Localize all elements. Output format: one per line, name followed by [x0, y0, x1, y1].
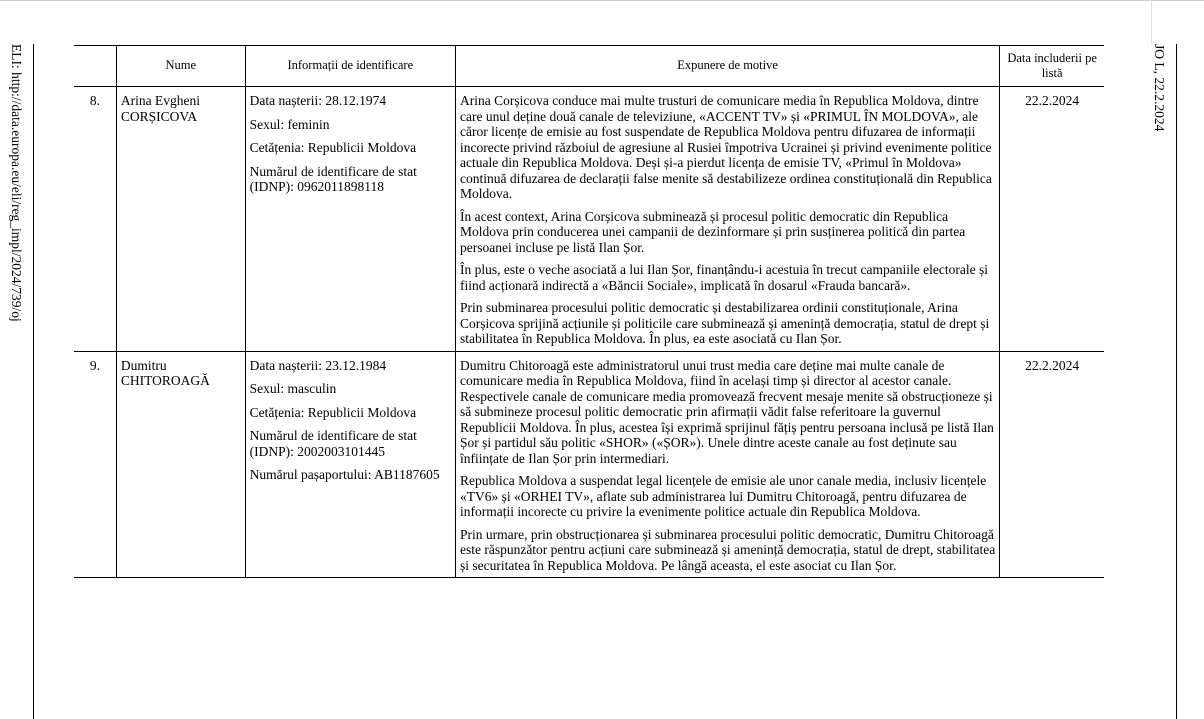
header-identification: Informații de identificare	[245, 46, 455, 87]
citizenship: Cetățenia: Republicii Moldova	[249, 404, 417, 420]
header-reasons: Expunere de motive	[455, 46, 999, 87]
identification-info	[245, 351, 455, 578]
table-row	[74, 87, 1104, 352]
statement-of-reasons	[455, 87, 999, 352]
person-surname: CORȘICOVA	[120, 108, 198, 124]
state-id-number: Numărul de identificare de stat (IDNP): 2002003101445	[249, 428, 417, 459]
eli-reference-text[interactable]: ELI: http://data.europa.eu/eli/reg_impl/2024/739/oj	[9, 44, 24, 322]
statement-of-reasons	[455, 351, 999, 578]
table-row	[74, 351, 1104, 578]
date-listed: 22.2.2024	[1000, 351, 1104, 578]
journal-reference	[1151, 44, 1173, 244]
identification-info	[245, 87, 455, 352]
reason-paragraph: În plus, este o veche asociată a lui Ilan Șor, finanțându-i acestuia în trecut campaniile electorale și fiind acționară indirectă a «Băncii Sociale», implicată în dosarul «Frauda bancară».	[459, 262, 988, 293]
header-name: Nume	[116, 46, 245, 87]
reason-paragraph: Dumitru Chitoroagă este administratorul unui trust media care deține mai multe canale de comunicare media în Republica Moldova, fiind în același timp și director al acestor canale. Respectivele canale de comunicare media promovează frecvent mesaje menite să obstrucționeze și să submineze procesul politic democratic prin afirmații vădit false referitoare la guvernul Republicii Moldova. În plus, acestea își exprimă sprijinul fățiș pentru persoana inclusă pe listă Ilan Șor și partidul său politic «SHOR» («ȘOR»). Unele dintre aceste canale au fost deținute sau înființate de Ilan Șor prin intermediari.	[459, 357, 994, 466]
row-number: 9.	[74, 351, 116, 578]
table-header	[74, 46, 1104, 87]
person-name	[116, 87, 245, 352]
row-number: 8.	[74, 87, 116, 352]
reason-paragraph: Arina Corșicova conduce mai multe trusturi de comunicare media în Republica Moldova, dintre care unul deține două canale de televiziune, «ACCENT TV» și «PRIMUL ÎN MOLDOVA», ale căror licențe de emisie au fost suspendate de Republica Moldova pentru difuzarea de informații incorecte privind războiul de agresiune al Rusiei împotriva Ucrainei și privind evenimente politice actuale din Republica Moldova. Deși și-a pierdut licența de emisie TV, «Primul în Moldova» continuă difuzarea de declarații false menite să destabilizeze ordinea constituțională din Republica Moldova.	[459, 93, 992, 201]
state-id-number: Numărul de identificare de stat (IDNP): 0962011898118	[249, 163, 417, 194]
person-surname: CHITOROAGĂ	[120, 373, 210, 388]
header-date-listed: Data includerii pe listă	[1000, 46, 1104, 87]
birth-date: Data nașterii: 28.12.1974	[249, 93, 387, 108]
person-first-names: Dumitru	[120, 357, 167, 373]
right-margin-line	[1151, 0, 1152, 44]
reason-paragraph: Prin urmare, prin obstrucționarea și subminarea procesului politic democratic, Dumitru Chitoroagă este răspunzător pentru acțiuni care subminează și amenință democrația, statul de drept, stabilitatea și securitatea în Republica Moldova. Pe lângă aceasta, el este asociat cu Ilan Șor.	[459, 526, 996, 573]
sanctions-table	[74, 45, 1104, 578]
left-margin-line	[33, 44, 34, 719]
eli-reference	[8, 44, 30, 664]
person-first-names: Arina Evgheni	[120, 93, 200, 108]
top-border	[0, 0, 1204, 1]
reason-paragraph: Prin subminarea procesului politic democratic și destabilizarea ordinii constituționale, Arina Corșicova sprijină acțiunile și politicile care subminează și amenință democrația, statul de drept și stabilitatea în Republica Moldova. În plus, ea este asociată cu Ilan Șor.	[459, 300, 990, 346]
citizenship: Cetățenia: Republicii Moldova	[249, 140, 417, 155]
birth-date: Data nașterii: 23.12.1984	[249, 357, 387, 373]
right-margin-line	[1176, 44, 1177, 719]
reason-paragraph: Republica Moldova a suspendat legal licențele de emisie ale unor canale media, inclusiv licențele «TV6» și «ORHEI TV», aflate sub administrarea lui Dumitru Chitoroagă, pentru difuzarea de informații incorecte cu privire la evenimente politice actuale din Republica Moldova.	[459, 473, 987, 519]
passport-number: Numărul pașaportului: AB1187605	[249, 467, 440, 482]
sex: Sexul: masculin	[249, 381, 337, 396]
person-name	[116, 351, 245, 578]
header-number	[74, 46, 116, 87]
date-listed: 22.2.2024	[1000, 87, 1104, 352]
journal-reference-text: JO L, 22.2.2024	[1152, 44, 1167, 132]
reason-paragraph: În acest context, Arina Corșicova subminează și procesul politic democratic din Republica Moldova prin conducerea unei campanii de dezinformare și prin susținerea politică din partea persoanei incluse pe listă Ilan Șor.	[459, 208, 966, 255]
sex: Sexul: feminin	[249, 116, 330, 132]
